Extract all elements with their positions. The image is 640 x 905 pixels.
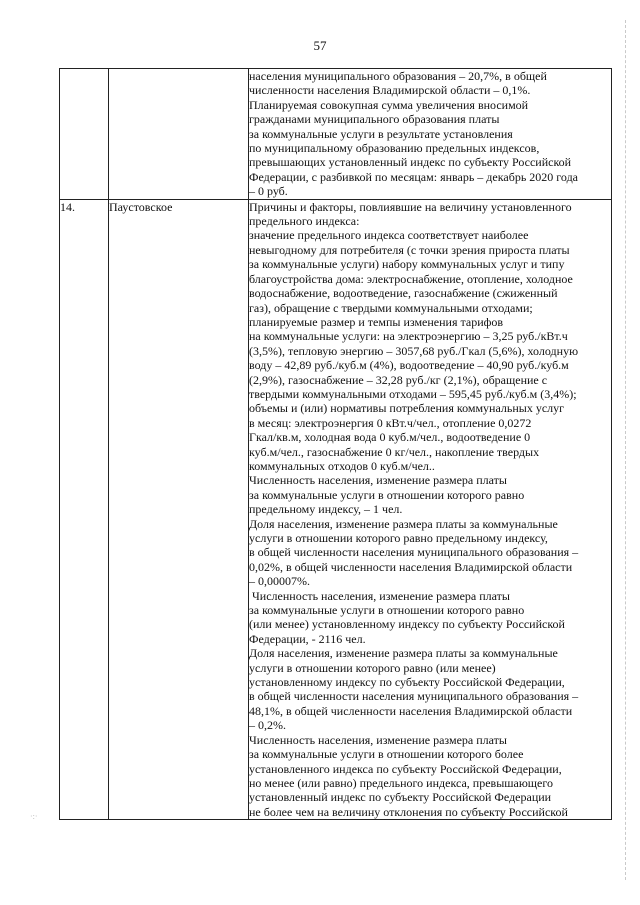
text-line: Планируемая совокупная сумма увеличения вносимой [249, 97, 529, 112]
text-line: услуги в отношении которого равно предельному индексу, [249, 531, 548, 545]
text-line: – 0,2%. [249, 718, 286, 733]
text-line: невыгодному для потребителя (с точки зрения прироста платы [249, 242, 570, 257]
text-line: газ), обращение с твердыми коммунальными отходами; [249, 300, 533, 315]
text-line: в общей численности населения муниципального образования – [249, 689, 579, 704]
text-line: благоустройства дома: электроснабжение, отопление, холодное [249, 271, 573, 286]
text-line: за коммунальные услуги в отношении которого более [249, 747, 524, 762]
text-line: Федерации, - 2116 чел. [249, 631, 366, 646]
text-line: (2,9%), газоснабжение – 32,28 руб./кг (2,1%), обращение с [249, 372, 548, 387]
text-line: Численность населения, изменение размера платы [252, 588, 510, 603]
text-line: 48,1%, в общей численности населения Владимирской области [249, 703, 573, 718]
table-row [60, 199, 612, 819]
table-row [60, 69, 612, 200]
text-line: планируемые размер и темпы изменения тарифов [249, 314, 504, 329]
text-line: Численность населения, изменение размера платы [249, 732, 507, 747]
scan-edge-line [625, 20, 626, 880]
text-line: установленный индекс по субъекту Российской Федерации [249, 790, 552, 805]
text-line: не более чем на величину отклонения по субъекту Российской [249, 804, 568, 819]
text-line: превышающих установленный индекс по субъекту Российской [249, 155, 572, 170]
row-number-cell: 14. [60, 199, 109, 819]
municipality-name-cell [109, 69, 249, 200]
text-line: но менее (или равно) предельного индекса, превышающего [249, 775, 553, 790]
description-cell [249, 199, 612, 819]
text-line: на коммунальные услуги: на электроэнергию – 3,25 руб./кВт.ч [249, 329, 568, 344]
text-line: Доля населения, изменение размера платы за коммунальные [249, 516, 558, 531]
text-line: воду – 42,89 руб./куб.м (4%), водоотведение – 40,90 руб./куб.м [249, 358, 569, 373]
text-line: коммунальных отходов 0 куб.м/чел.. [249, 458, 435, 473]
text-line: установленного индекса по субъекту Российской Федерации, [249, 761, 562, 776]
text-line: Федерации, с разбивкой по месяцам: январь – декабрь 2020 года [249, 169, 579, 184]
text-line: куб.м/чел., газоснабжение 0 кг/чел., накопление твердых [249, 444, 540, 459]
text-line: Причины и факторы, повлиявшие на величину установленного [249, 199, 572, 214]
text-line: за коммунальные услуги в отношении которого равно [249, 487, 525, 502]
text-line: населения муниципального образования – 20,7%, в общей [249, 69, 547, 83]
text-line: твердыми коммунальными отходами – 595,45 руб./куб.м (3,4%); [249, 386, 577, 401]
table-body [60, 69, 612, 820]
text-line: Гкал/кв.м, холодная вода 0 куб.м/чел., водоотведение 0 [249, 430, 531, 445]
text-line: в общей численности населения муниципального образования – [249, 545, 579, 560]
row-number-cell [60, 69, 109, 200]
text-line: 0,02%, в общей численности населения Владимирской области [249, 559, 573, 574]
text-line: численности населения Владимирской области – 0,1%. [249, 83, 531, 98]
scan-speck-mark: ·:· [30, 812, 38, 821]
text-line: в месяц: электроэнергия 0 кВт.ч/чел., отопление 0,0272 [249, 415, 532, 430]
text-line: предельного индекса: [249, 214, 360, 229]
indices-table [59, 68, 612, 820]
text-line: услуги в отношении которого равно (или менее) [249, 660, 496, 675]
text-line: водоснабжение, водоотведение, газоснабжение (сжиженный [249, 286, 558, 301]
text-line: значение предельного индекса соответствует наиболее [249, 228, 529, 243]
text-line: установленному индексу по субъекту Российской Федерации, [249, 675, 565, 690]
page-number: 57 [313, 38, 327, 53]
text-line: – 0,00007%. [249, 574, 310, 589]
text-line: за коммунальные услуги в отношении которого равно [249, 603, 525, 618]
municipality-name-cell: Паустовское [109, 199, 249, 819]
text-line: (3,5%), тепловую энергию – 3057,68 руб./Гкал (5,6%), холодную [249, 343, 579, 358]
text-line: по муниципальному образованию предельных индексов, [249, 141, 540, 156]
text-line: за коммунальные услуги в результате установления [249, 126, 513, 141]
text-line: объемы и (или) нормативы потребления коммунальных услуг [249, 401, 565, 416]
text-line: гражданами муниципального образования платы [249, 112, 500, 127]
text-line: Доля населения, изменение размера платы за коммунальные [249, 646, 558, 661]
text-line: – 0 руб. [249, 184, 288, 199]
text-line: предельному индексу, – 1 чел. [249, 502, 403, 517]
description-cell [249, 69, 612, 200]
text-line: Численность населения, изменение размера платы [249, 473, 507, 488]
text-line: (или менее) установленному индексу по субъекту Российской [249, 617, 565, 632]
text-line: за коммунальные услуги) набору коммунальных услуг и типу [249, 257, 565, 272]
